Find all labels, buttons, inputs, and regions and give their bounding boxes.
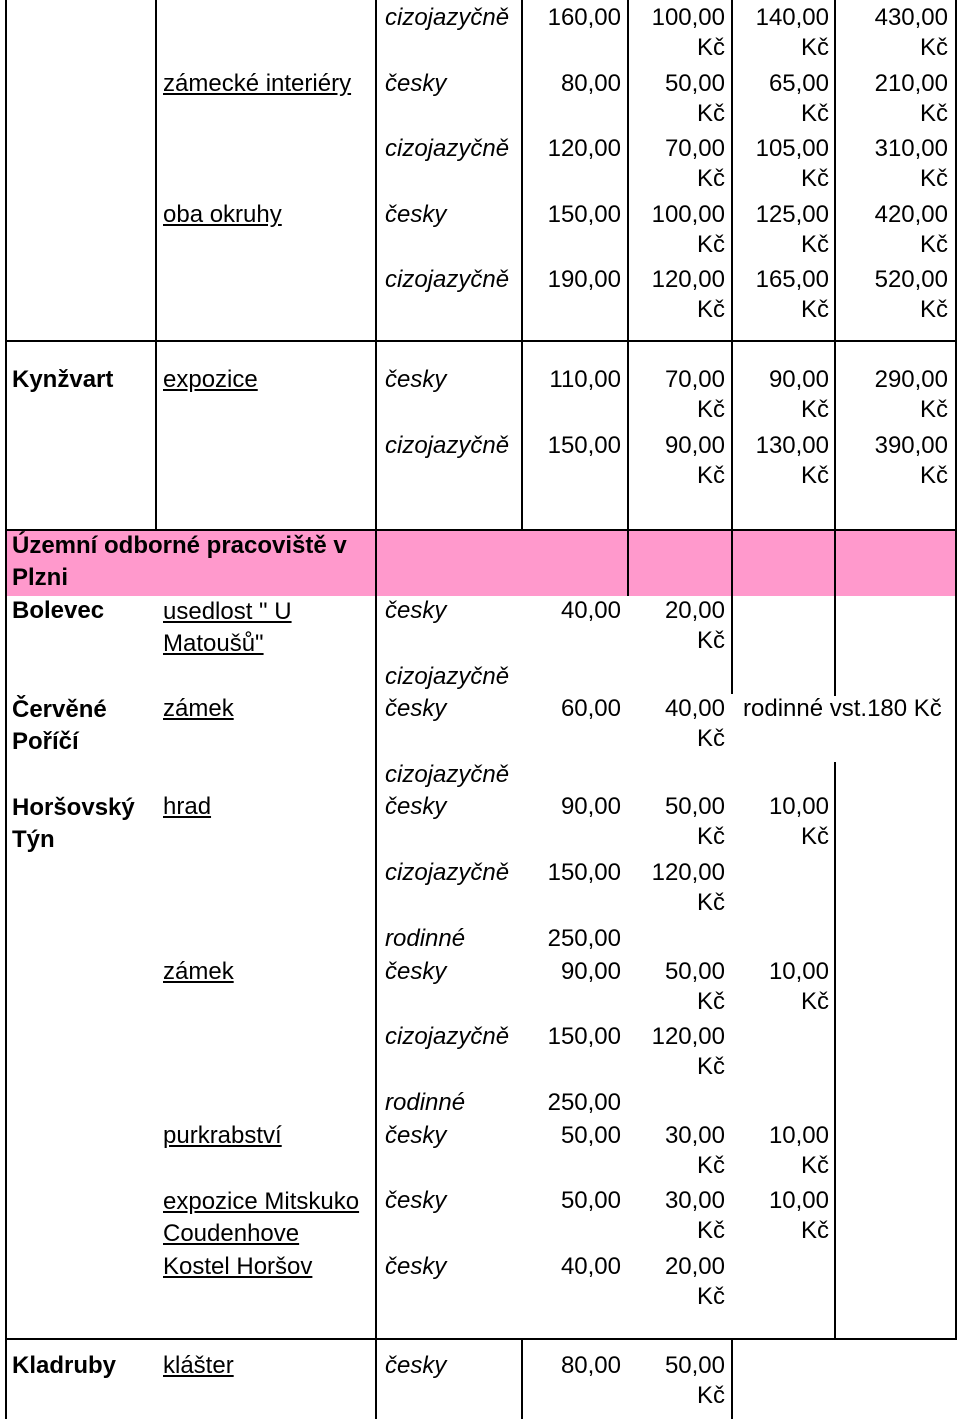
rule-1 (5, 340, 957, 342)
price-col4: 310,00 Kč (874, 135, 948, 192)
border-col5-lower (731, 596, 733, 694)
border-left (5, 0, 7, 1419)
object-name: hrad (163, 793, 212, 820)
object-name: expozice (163, 366, 258, 393)
price-col2: 30,00 Kč (664, 1187, 725, 1244)
border-col6 (834, 0, 836, 696)
lang: rodinné (385, 925, 466, 952)
price-col4: 520,00 Kč (874, 266, 948, 323)
lang: cizojazyčně (385, 859, 510, 886)
price-col1: 60,00 (560, 695, 621, 722)
price-col1: 80,00 (560, 70, 621, 97)
price-col1: 40,00 (560, 597, 621, 624)
lang: cizojazyčně (385, 761, 510, 788)
price-col3: 105,00 Kč (755, 135, 829, 192)
lang: česky (385, 70, 447, 97)
lang: česky (385, 1187, 447, 1214)
border-right (955, 0, 957, 1340)
border-col3-lower (521, 1340, 523, 1419)
object-name: zámek (163, 695, 234, 722)
price-col2: 120,00 Kč (651, 1023, 725, 1080)
price-col4: 210,00 Kč (874, 70, 948, 127)
price-col1: 120,00 (547, 135, 621, 162)
price-col1: 150,00 (547, 859, 621, 886)
price-col2: 70,00 Kč (664, 135, 725, 192)
price-col3: 10,00 Kč (768, 793, 829, 850)
lang: česky (385, 695, 447, 722)
price-col2: 70,00 Kč (664, 366, 725, 423)
site-name: Kynžvart (12, 366, 114, 393)
lang: česky (385, 958, 447, 985)
site-name: Červěné Poříčí (12, 696, 107, 755)
price-col3: 125,00 Kč (755, 201, 829, 258)
price-col2: 100,00 Kč (651, 4, 725, 61)
border-col5-c (731, 1340, 733, 1419)
price-col2: 100,00 Kč (651, 201, 725, 258)
price-col2: 120,00 Kč (651, 266, 725, 323)
price-col4: 290,00 Kč (874, 366, 948, 423)
lang: rodinné (385, 1089, 466, 1116)
border-col5 (731, 0, 733, 596)
price-col1: 90,00 (560, 793, 621, 820)
family-ticket-note: rodinné vst.180 Kč (743, 695, 942, 722)
price-col4: 430,00 Kč (874, 4, 948, 61)
lang: česky (385, 1253, 447, 1280)
object-name: zámecké interiéry (163, 70, 352, 97)
price-col1: 150,00 (547, 432, 621, 459)
price-col2: 120,00 Kč (651, 859, 725, 916)
price-col2: 50,00 Kč (664, 70, 725, 127)
lang: česky (385, 1122, 447, 1149)
price-col3: 130,00 Kč (755, 432, 829, 489)
price-col1: 250,00 (547, 925, 621, 952)
border-col6-lower (834, 762, 836, 1340)
lang: česky (385, 597, 447, 624)
object-name: expozice Mitskuko Coudenhove (163, 1188, 360, 1247)
border-col2 (375, 0, 377, 1419)
lang: česky (385, 793, 447, 820)
object-name: oba okruhy (163, 201, 282, 228)
price-col3: 140,00 Kč (755, 4, 829, 61)
object-name: purkrabství (163, 1122, 282, 1149)
price-col4: 420,00 Kč (874, 201, 948, 258)
price-col1: 150,00 (547, 1023, 621, 1050)
price-col1: 90,00 (560, 958, 621, 985)
price-col2: 50,00 Kč (664, 793, 725, 850)
lang: cizojazyčně (385, 663, 510, 690)
price-col1: 150,00 (547, 201, 621, 228)
price-col1: 40,00 (560, 1253, 621, 1280)
object-name: usedlost " U Matoušů" (163, 598, 292, 657)
price-col2: 50,00 Kč (664, 958, 725, 1015)
site-name: Bolevec (12, 597, 105, 624)
price-col3: 10,00 Kč (768, 1187, 829, 1244)
price-col3: 10,00 Kč (768, 958, 829, 1015)
lang: cizojazyčně (385, 432, 510, 459)
lang: cizojazyčně (385, 266, 510, 293)
object-name: zámek (163, 958, 234, 985)
price-col4: 390,00 Kč (874, 432, 948, 489)
price-col1: 110,00 (549, 366, 621, 393)
price-col1: 190,00 (547, 266, 621, 293)
lang: česky (385, 201, 447, 228)
border-col3 (521, 0, 523, 531)
object-name: klášter (163, 1352, 234, 1379)
site-name: Kladruby (12, 1352, 117, 1379)
price-col3: 65,00 Kč (768, 70, 829, 127)
price-col2: 90,00 Kč (664, 432, 725, 489)
price-col2: 30,00 Kč (664, 1122, 725, 1179)
price-col2: 20,00 Kč (664, 597, 725, 654)
rule-3 (5, 1338, 957, 1340)
lang: česky (385, 366, 447, 393)
price-col3: 90,00 Kč (768, 366, 829, 423)
lang: česky (385, 1352, 447, 1379)
price-col1: 80,00 (560, 1352, 621, 1379)
price-col2: 20,00 Kč (664, 1253, 725, 1310)
lang: cizojazyčně (385, 135, 510, 162)
site-name: Horšovský Týn (12, 794, 135, 853)
price-col3: 10,00 Kč (768, 1122, 829, 1179)
border-col1 (155, 0, 157, 531)
price-col1: 50,00 (560, 1122, 621, 1149)
lang: cizojazyčně (385, 4, 510, 31)
price-col1: 250,00 (547, 1089, 621, 1116)
border-col4 (627, 0, 629, 596)
price-col1: 160,00 (547, 4, 621, 31)
price-col3: 165,00 Kč (755, 266, 829, 323)
lang: cizojazyčně (385, 1023, 510, 1050)
price-col2: 40,00 Kč (664, 695, 725, 752)
object-name: Kostel Horšov (163, 1253, 313, 1280)
price-col1: 50,00 (560, 1187, 621, 1214)
region-title: Územní odborné pracoviště v Plzni (12, 532, 347, 591)
price-col2: 50,00 Kč (664, 1352, 725, 1409)
